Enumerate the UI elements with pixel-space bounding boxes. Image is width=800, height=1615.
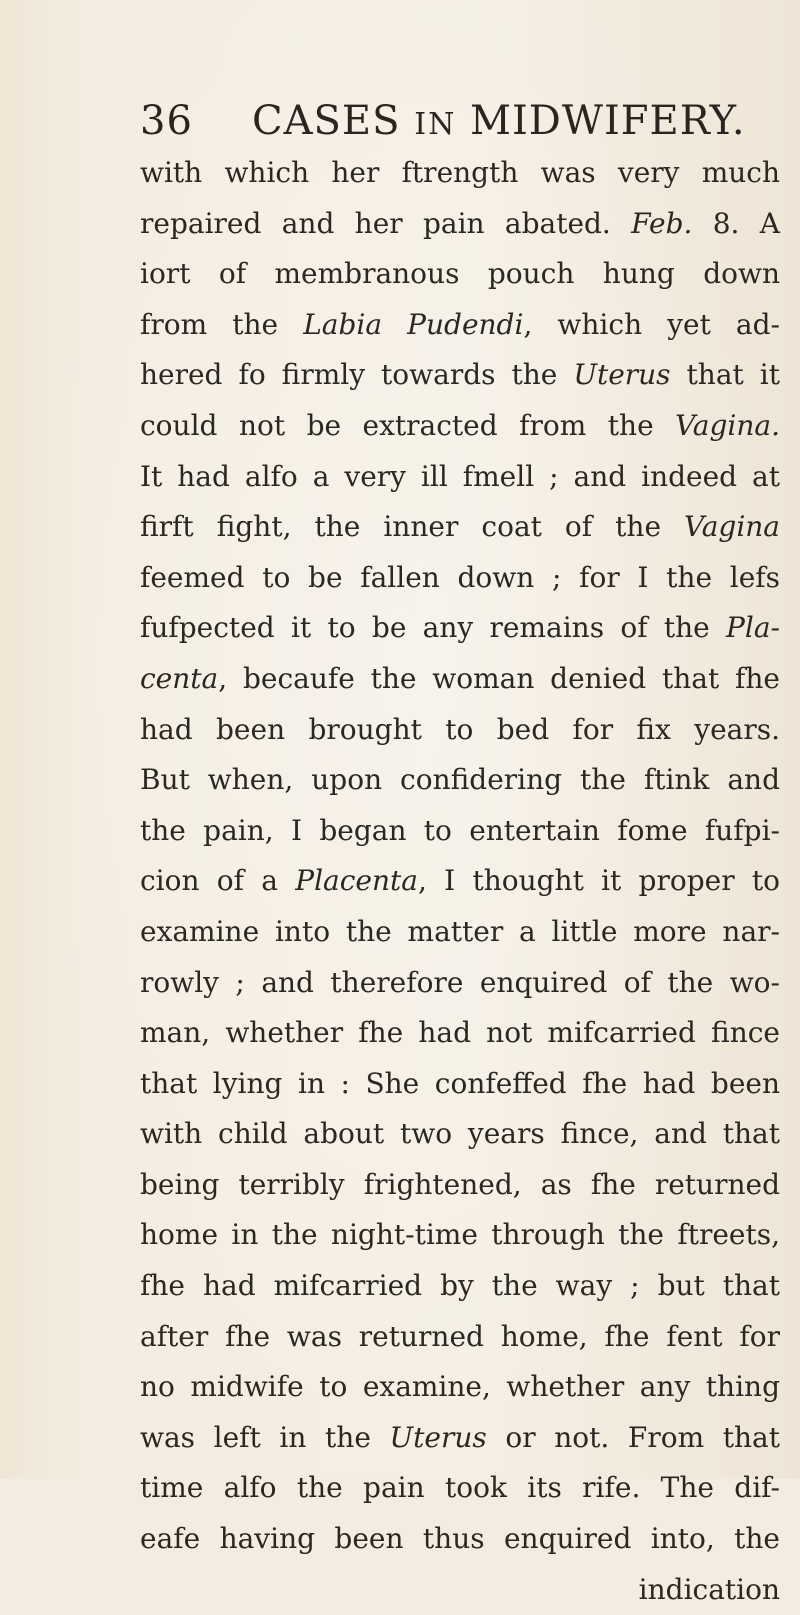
text-line bbox=[140, 249, 780, 300]
text-line bbox=[140, 1109, 780, 1160]
text-span: It had alfo a very ill fmell ; and indeed at bbox=[140, 459, 780, 493]
text-span: 8. A bbox=[692, 206, 780, 240]
text-span: had been brought to bed for fix years. bbox=[140, 712, 780, 746]
text-span: that lying in : She confeffed fhe had been bbox=[140, 1066, 780, 1100]
text-span: repaired and her pain abated. bbox=[140, 206, 632, 240]
text-span: time alfo the pain took its rife. The dif- bbox=[140, 1471, 780, 1505]
text-line bbox=[140, 603, 780, 654]
text-line bbox=[140, 1413, 780, 1464]
text-line bbox=[140, 958, 780, 1009]
text-span: with which her ftrength was very much bbox=[140, 156, 780, 189]
title-word-in: IN bbox=[414, 107, 457, 142]
text-span: , becaufe the woman denied that fhe bbox=[218, 661, 780, 695]
text-span: fhe had mifcarried by the way ; but that bbox=[140, 1269, 780, 1303]
text-span: fufpected it to be any remains of the bbox=[140, 611, 727, 645]
text-span: firft fight, the inner coat of the bbox=[140, 510, 685, 544]
text-span: iort of membranous pouch hung down bbox=[140, 257, 780, 291]
italic-term: Feb. bbox=[631, 206, 693, 240]
italic-term: Vagina. bbox=[675, 408, 780, 442]
text-span: eafe having been thus enquired into, the bbox=[140, 1522, 780, 1556]
text-line bbox=[140, 755, 780, 806]
text-span: home in the night-time through the ftreets, bbox=[140, 1218, 780, 1252]
running-header bbox=[140, 98, 780, 154]
text-line bbox=[140, 856, 780, 907]
text-span: hered fo firmly towards the bbox=[140, 358, 574, 392]
text-span: the pain, I began to entertain fome fufpi- bbox=[140, 813, 780, 847]
italic-term: Labia Pudendi bbox=[303, 307, 524, 341]
text-line bbox=[140, 300, 780, 351]
text-line bbox=[140, 1059, 780, 1110]
text-line bbox=[140, 1362, 780, 1413]
running-title bbox=[252, 98, 746, 144]
italic-term: Vagina bbox=[684, 510, 780, 544]
italic-term: Uterus bbox=[389, 1420, 487, 1454]
text-span: no midwife to examine, whether any thing bbox=[140, 1370, 780, 1404]
text-line bbox=[140, 401, 780, 452]
text-span: feemed to be fallen down ; for I the lefs bbox=[140, 560, 780, 594]
text-line bbox=[140, 806, 780, 857]
text-span: examine into the matter a little more nar- bbox=[140, 914, 780, 948]
text-line bbox=[140, 1261, 780, 1312]
text-span: being terribly frightened, as fhe returned bbox=[140, 1167, 780, 1201]
italic-term: Uterus bbox=[573, 358, 671, 392]
text-span: cion of a bbox=[140, 864, 296, 898]
page-number: 36 bbox=[140, 98, 193, 144]
body-text bbox=[140, 148, 780, 1615]
text-span: , which yet ad- bbox=[523, 307, 780, 341]
text-span: with child about two years fince, and that bbox=[140, 1117, 780, 1151]
italic-term: Pla- bbox=[726, 611, 780, 645]
text-span: or not. From that bbox=[486, 1420, 780, 1454]
text-span: after fhe was returned home, fhe fent for bbox=[140, 1319, 780, 1353]
text-line bbox=[140, 502, 780, 553]
text-line bbox=[140, 705, 780, 756]
text-line bbox=[140, 1565, 780, 1615]
italic-term: Placenta bbox=[295, 864, 418, 898]
text-span: could not be extracted from the bbox=[140, 408, 676, 442]
text-line bbox=[140, 350, 780, 401]
text-line bbox=[140, 1463, 780, 1514]
text-line bbox=[140, 1008, 780, 1059]
text-span: , I thought it proper to bbox=[417, 864, 780, 898]
text-span: was left in the bbox=[140, 1420, 390, 1454]
text-line bbox=[140, 654, 780, 705]
text-line bbox=[140, 199, 780, 250]
text-span: man, whether fhe had not mifcarried fince bbox=[140, 1016, 780, 1050]
text-span: But when, upon confidering the ftink and bbox=[140, 763, 780, 797]
text-span: rowly ; and therefore enquired of the wo- bbox=[140, 965, 780, 999]
text-line bbox=[140, 1210, 780, 1261]
text-line bbox=[140, 907, 780, 958]
text-line bbox=[140, 148, 780, 199]
italic-term: centa bbox=[140, 661, 219, 695]
text-line bbox=[140, 553, 780, 604]
text-line bbox=[140, 1312, 780, 1363]
text-span: from the bbox=[140, 307, 304, 341]
title-word-cases: CASES bbox=[252, 98, 401, 144]
text-span: indication bbox=[638, 1572, 780, 1606]
text-line bbox=[140, 1514, 780, 1565]
title-word-midwifery: MIDWIFERY. bbox=[470, 98, 746, 144]
text-line bbox=[140, 452, 780, 503]
text-line bbox=[140, 1160, 780, 1211]
text-span: that it bbox=[670, 358, 780, 392]
